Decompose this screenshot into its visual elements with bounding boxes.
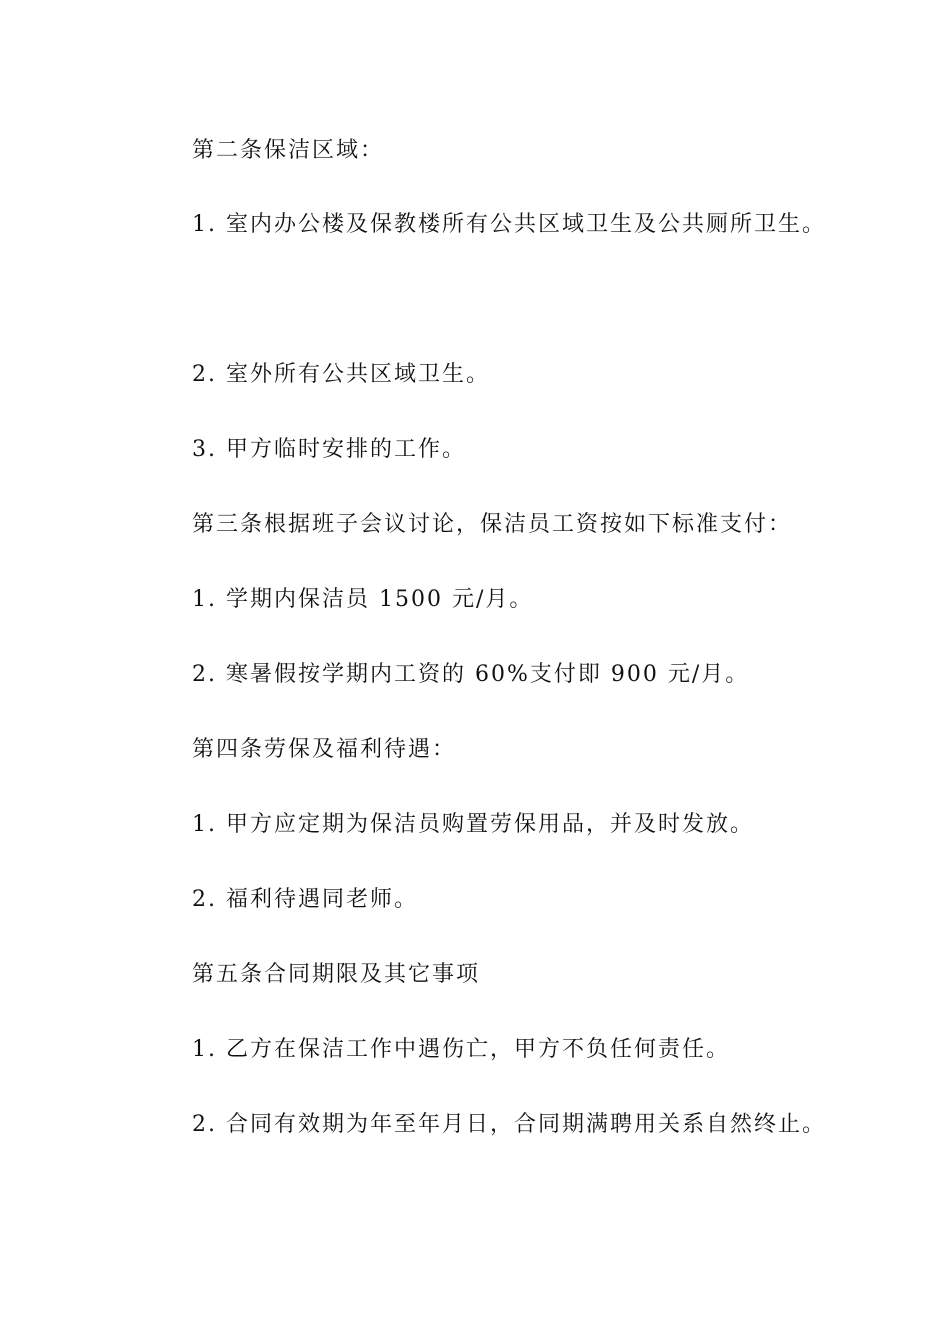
article-5-item-1: 1. 乙方在保洁工作中遇伤亡，甲方不负任何责任。 <box>192 1037 730 1062</box>
article-5-heading: 第五条合同期限及其它事项 <box>192 962 481 987</box>
article-4-item-1: 1. 甲方应定期为保洁员购置劳保用品，并及时发放。 <box>192 812 754 837</box>
article-4-heading: 第四条劳保及福利待遇： <box>192 737 457 762</box>
article-5-item-2: 2. 合同有效期为年至年月日，合同期满聘用关系自然终止。 <box>192 1112 826 1137</box>
article-3-item-1: 1. 学期内保洁员 1500 元/月。 <box>192 587 534 612</box>
article-3-item-2: 2. 寒暑假按学期内工资的 60%支付即 900 元/月。 <box>192 662 750 687</box>
article-3-heading: 第三条根据班子会议讨论，保洁员工资按如下标准支付： <box>192 512 793 537</box>
article-4-item-2: 2. 福利待遇同老师。 <box>192 887 418 912</box>
article-2-item-1: 1. 室内办公楼及保教楼所有公共区域卫生及公共厕所卫生。 <box>192 212 826 237</box>
article-2-item-2: 2. 室外所有公共区域卫生。 <box>192 362 490 387</box>
article-2-heading: 第二条保洁区域： <box>192 138 385 163</box>
article-2-item-3: 3. 甲方临时安排的工作。 <box>192 437 466 462</box>
